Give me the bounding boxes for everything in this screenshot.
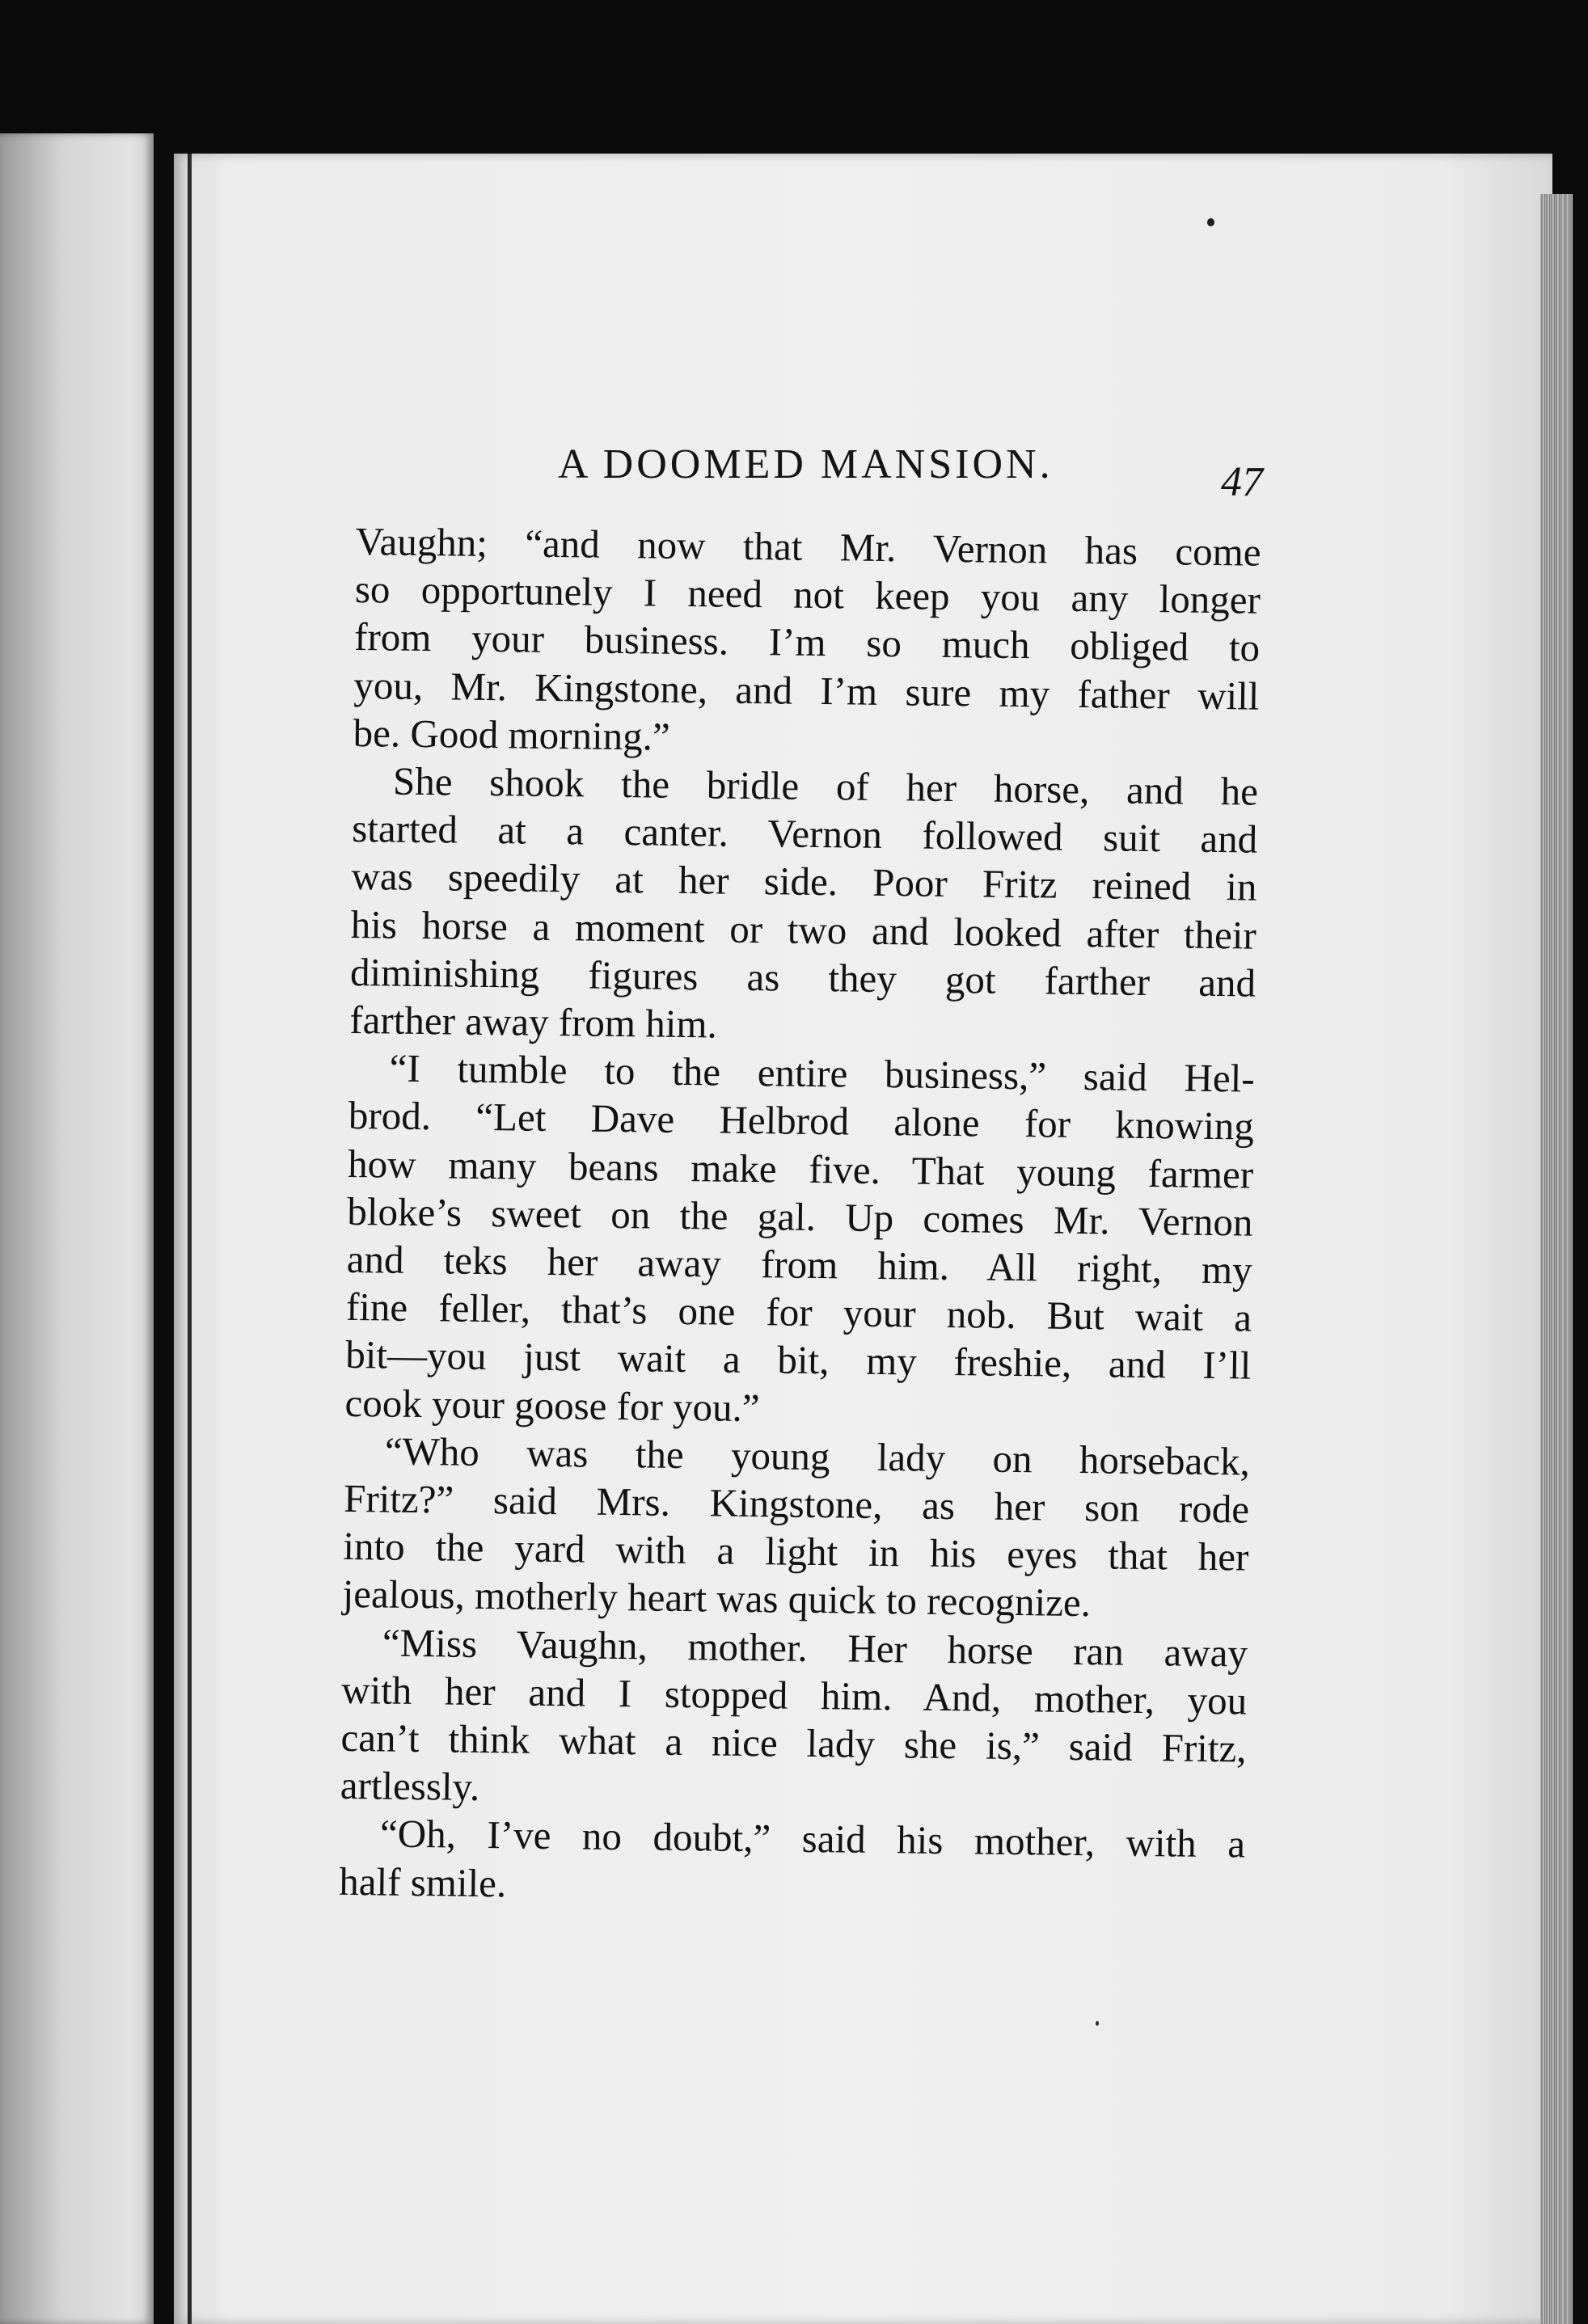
text-line: brod. “Let Dave Helbrod alone for knowing <box>348 1093 1255 1149</box>
text-line: with her and I stopped him. And, mother, you <box>340 1667 1248 1723</box>
text-line: and teks her away from him. All right, my <box>346 1236 1253 1293</box>
text-line: how many beans make five. That young farmer <box>347 1141 1254 1197</box>
paragraph <box>349 757 1258 1055</box>
text-line: “Who was the young lady on horseback, <box>384 1428 1251 1484</box>
text-line: cook your goose for you.” <box>344 1380 760 1430</box>
text-line: can’t think what a nice lady she is,” said Fritz, <box>340 1715 1247 1771</box>
text-line: jealous, motherly heart was quick to recognize. <box>342 1571 1092 1626</box>
text-line: “Miss Vaughn, mother. Her horse ran away <box>382 1620 1248 1676</box>
text-line: Vaughn; “and now that Mr. Vernon has come <box>355 518 1261 575</box>
text-line: was speedily at her side. Poor Fritz reined in <box>351 854 1257 910</box>
text-line: diminishing figures as they got farther and <box>349 949 1256 1006</box>
text-line: She shook the bridle of her horse, and he <box>392 758 1259 814</box>
running-title: A DOOMED MANSION. <box>558 441 1054 487</box>
text-line: half smile. <box>339 1858 507 1906</box>
text-line: farther away from him. <box>349 997 718 1047</box>
paragraph <box>353 517 1261 768</box>
text-line: so opportunely I need not keep you any longer <box>354 567 1261 622</box>
text-line: bloke’s sweet on the gal. Up comes Mr. Vernon <box>347 1188 1253 1245</box>
paragraph <box>342 1427 1250 1629</box>
text-line: be. Good morning.” <box>353 710 670 759</box>
page-number: 47 <box>1221 459 1263 505</box>
text-line: artlessly. <box>340 1763 480 1810</box>
text-line: into the yard with a light in his eyes that her <box>343 1524 1249 1580</box>
text-line: from your business. I’m so much obliged to <box>353 614 1261 671</box>
text-line: “I tumble to the entire business,” said Hel- <box>389 1045 1255 1101</box>
text-line: “Oh, I’ve no doubt,” said his mother, with a <box>379 1811 1246 1867</box>
text-line: Fritz?” said Mrs. Kingstone, as her son rode <box>343 1475 1250 1532</box>
body-text <box>339 517 1261 1916</box>
paragraph <box>344 1044 1255 1437</box>
page-edge-stack <box>1540 194 1573 2324</box>
text-line: fine feller, that’s one for your nob. But wait a <box>345 1284 1252 1340</box>
page-header <box>0 441 1588 505</box>
text-line: his horse a moment or two and looked after their <box>350 901 1257 958</box>
text-line: started at a canter. Vernon followed suit and <box>351 806 1258 862</box>
ink-speck <box>1207 218 1214 226</box>
text-line: you, Mr. Kingstone, and I’m sure my father will <box>353 662 1260 719</box>
text-line: bit—you just wait a bit, my freshie, and I’ll <box>345 1332 1252 1389</box>
paragraph <box>339 1809 1245 1916</box>
paragraph <box>340 1618 1248 1820</box>
ink-speck <box>1096 2021 1099 2026</box>
